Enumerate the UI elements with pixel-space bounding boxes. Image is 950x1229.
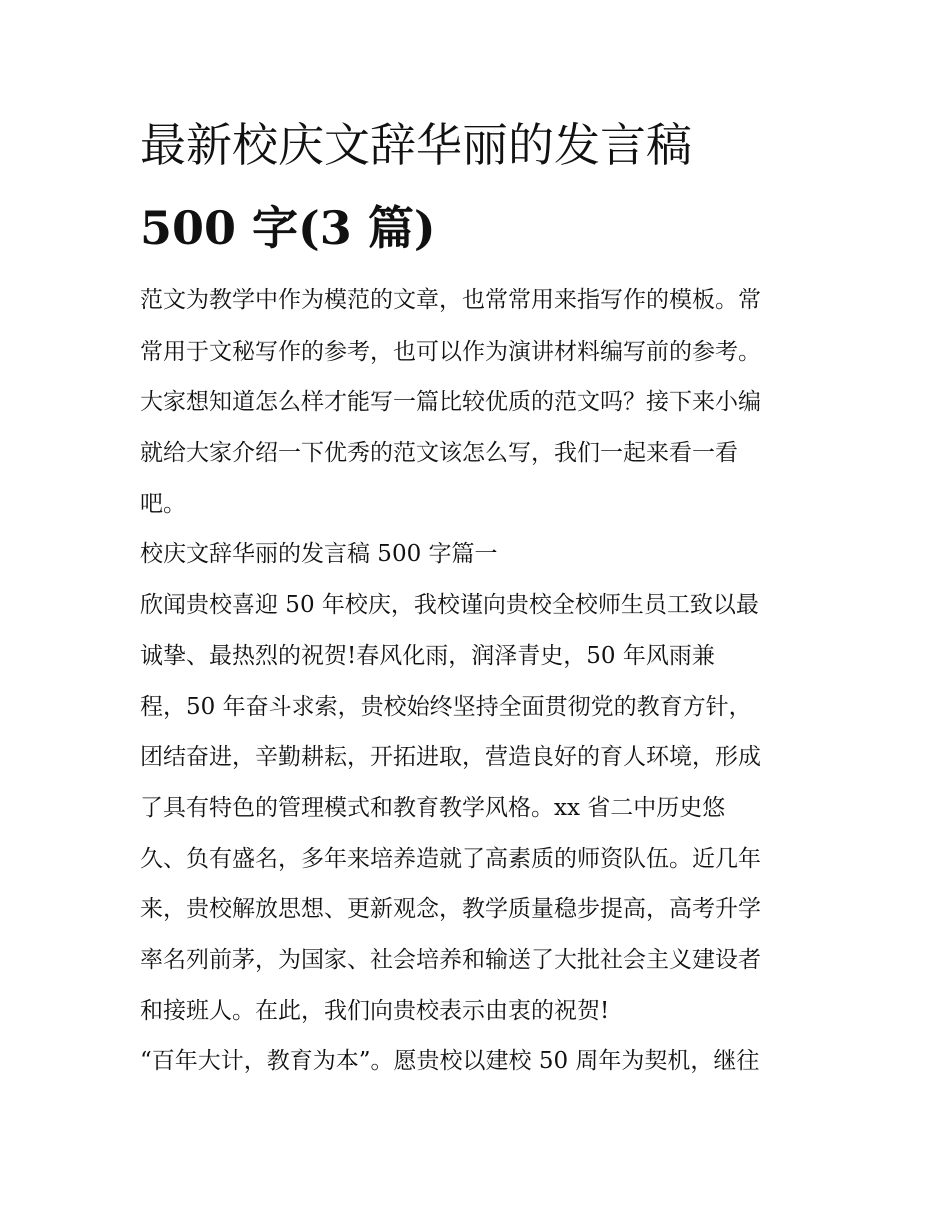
body-text-line: 吧。 — [140, 491, 186, 517]
body-text-line: 来，贵校解放思想、更新观念，教学质量稳步提高，高考升学 — [140, 896, 761, 922]
body-text-line: 诚挚、最热烈的祝贺!春风化雨，润泽青史，50 年风雨兼 — [140, 643, 715, 669]
body-text-line: 率名列前茅，为国家、社会培养和输送了大批社会主义建设者 — [140, 947, 761, 973]
body-text-line: 就给大家介绍一下优秀的范文该怎么写，我们一起来看一看 — [140, 440, 738, 466]
body-text-line: 和接班人。在此，我们向贵校表示由衷的祝贺! — [140, 998, 610, 1024]
body-text-line: 程，50 年奋斗求索，贵校始终坚持全面贯彻党的教育方针， — [140, 694, 752, 720]
body-text-line: 常用于文秘写作的参考，也可以作为演讲材料编写前的参考。 — [140, 339, 761, 365]
document-title-line-2: 500 字(3 篇) — [140, 201, 436, 255]
body-text-line: 久、负有盛名，多年来培养造就了高素质的师资队伍。近几年 — [140, 846, 761, 872]
body-text-line: 团结奋进，辛勤耕耘，开拓进取，营造良好的育人环境，形成 — [140, 744, 761, 770]
body-text-line: “百年大计，教育为本”。愿贵校以建校 50 周年为契机，继往 — [140, 1048, 760, 1074]
section-heading: 校庆文辞华丽的发言稿 500 字篇一 — [140, 541, 498, 567]
body-text-line: 大家想知道怎么样才能写一篇比较优质的范文吗？接下来小编 — [140, 389, 761, 415]
document-title-line-1: 最新校庆文辞华丽的发言稿 — [140, 118, 692, 172]
body-text-line: 了具有特色的管理模式和教育教学风格。xx 省二中历史悠 — [140, 795, 726, 821]
body-text-line: 欣闻贵校喜迎 50 年校庆，我校谨向贵校全校师生员工致以最 — [140, 592, 759, 618]
body-text-line: 范文为教学中作为模范的文章，也常常用来指写作的模板。常 — [140, 287, 761, 313]
